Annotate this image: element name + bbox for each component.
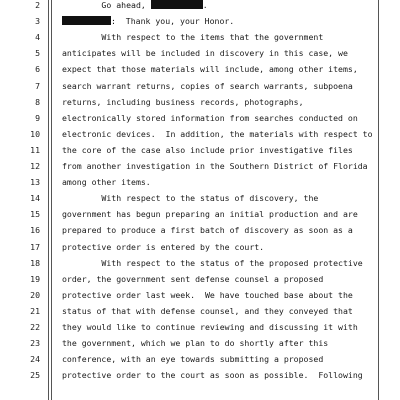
line-text: electronic devices. In addition, the materials with respect to — [62, 128, 373, 139]
line-text: With respect to the items that the government — [62, 32, 324, 43]
line-number: 14 — [30, 193, 40, 204]
line-number: 3 — [35, 16, 40, 27]
transcript-line — [0, 206, 400, 222]
transcript-line — [0, 13, 400, 29]
line-text: expect that those materials will include, among other items, — [62, 64, 358, 75]
line-text: the government, which we plan to do shortly after this — [62, 338, 329, 349]
line-text: the core of the case also include prior investigative files — [62, 144, 353, 155]
line-text: returns, including business records, photographs, — [62, 96, 304, 107]
line-number: 15 — [30, 209, 40, 220]
line-text: order, the government sent defense counsel a proposed — [62, 273, 324, 284]
line-number: 16 — [30, 225, 40, 236]
line-text-after: . — [202, 0, 208, 10]
line-text — [62, 0, 374, 13]
transcript-line — [0, 78, 400, 94]
line-number: 5 — [35, 48, 40, 59]
transcript-line — [0, 29, 400, 45]
line-text: government has begun preparing an initial production and are — [62, 209, 358, 220]
line-text: they would like to continue reviewing and discussing it with — [62, 322, 358, 332]
line-text — [62, 13, 374, 29]
line-text: anticipates will be included in discovery in this case, we — [62, 48, 348, 59]
line-text: protective order to the court as soon as possible. Following — [62, 370, 363, 381]
transcript-line — [0, 0, 400, 13]
transcript-line — [0, 190, 400, 206]
line-number: 19 — [30, 273, 40, 284]
line-number: 4 — [35, 32, 40, 43]
line-number: 9 — [35, 112, 40, 123]
line-number: 21 — [30, 305, 40, 316]
line-text-before: Go ahead, — [62, 0, 151, 10]
line-number: 12 — [30, 161, 40, 171]
transcript-line — [0, 126, 400, 142]
transcript-line — [0, 174, 400, 190]
transcript-line — [0, 335, 400, 351]
transcript-line — [0, 351, 400, 367]
redaction-bar — [62, 16, 111, 25]
line-number: 6 — [35, 64, 40, 75]
line-text: With respect to the status of discovery, the — [62, 193, 319, 204]
transcript-line — [0, 222, 400, 238]
line-text: search warrant returns, copies of search warrants, subpoena — [62, 80, 353, 91]
line-number: 22 — [30, 322, 40, 332]
transcript-line — [0, 303, 400, 319]
line-number: 2 — [35, 0, 40, 10]
transcript-line — [0, 45, 400, 61]
redaction-bar — [151, 0, 203, 9]
transcript-line — [0, 255, 400, 271]
line-text: protective order is entered by the court. — [62, 241, 265, 252]
line-text: status of that with defense counsel, and they conveyed that — [62, 305, 353, 316]
line-number: 11 — [30, 144, 40, 155]
line-text: conference, with an eye towards submitting a proposed — [62, 354, 324, 365]
transcript-line — [0, 94, 400, 110]
transcript-line — [0, 158, 400, 174]
transcript-line — [0, 61, 400, 77]
transcript-line — [0, 239, 400, 255]
line-number: 8 — [35, 96, 40, 107]
line-number: 20 — [30, 289, 40, 300]
line-number: 24 — [30, 354, 40, 365]
line-number: 10 — [30, 128, 40, 139]
line-number: 17 — [30, 241, 40, 252]
line-text: protective order last week. We have touched base about the — [62, 289, 353, 300]
line-number: 13 — [30, 177, 40, 188]
line-text: among other items. — [62, 177, 151, 188]
transcript-line — [0, 287, 400, 303]
transcript-line — [0, 271, 400, 287]
line-text: from another investigation in the Southern District of Florida — [62, 161, 368, 171]
line-text: With respect to the status of the proposed protective — [62, 257, 363, 268]
line-number: 7 — [35, 80, 40, 91]
transcript-line — [0, 319, 400, 335]
line-number: 23 — [30, 338, 40, 349]
line-text: prepared to produce a first batch of discovery as soon as a — [62, 225, 353, 236]
line-text-after: : Thank you, your Honor. — [111, 16, 235, 27]
line-number: 18 — [30, 257, 40, 268]
line-text: electronically stored information from searches conducted on — [62, 112, 358, 123]
transcript-line — [0, 110, 400, 126]
transcript-line — [0, 367, 400, 383]
line-number: 25 — [30, 370, 40, 381]
transcript-line — [0, 142, 400, 158]
